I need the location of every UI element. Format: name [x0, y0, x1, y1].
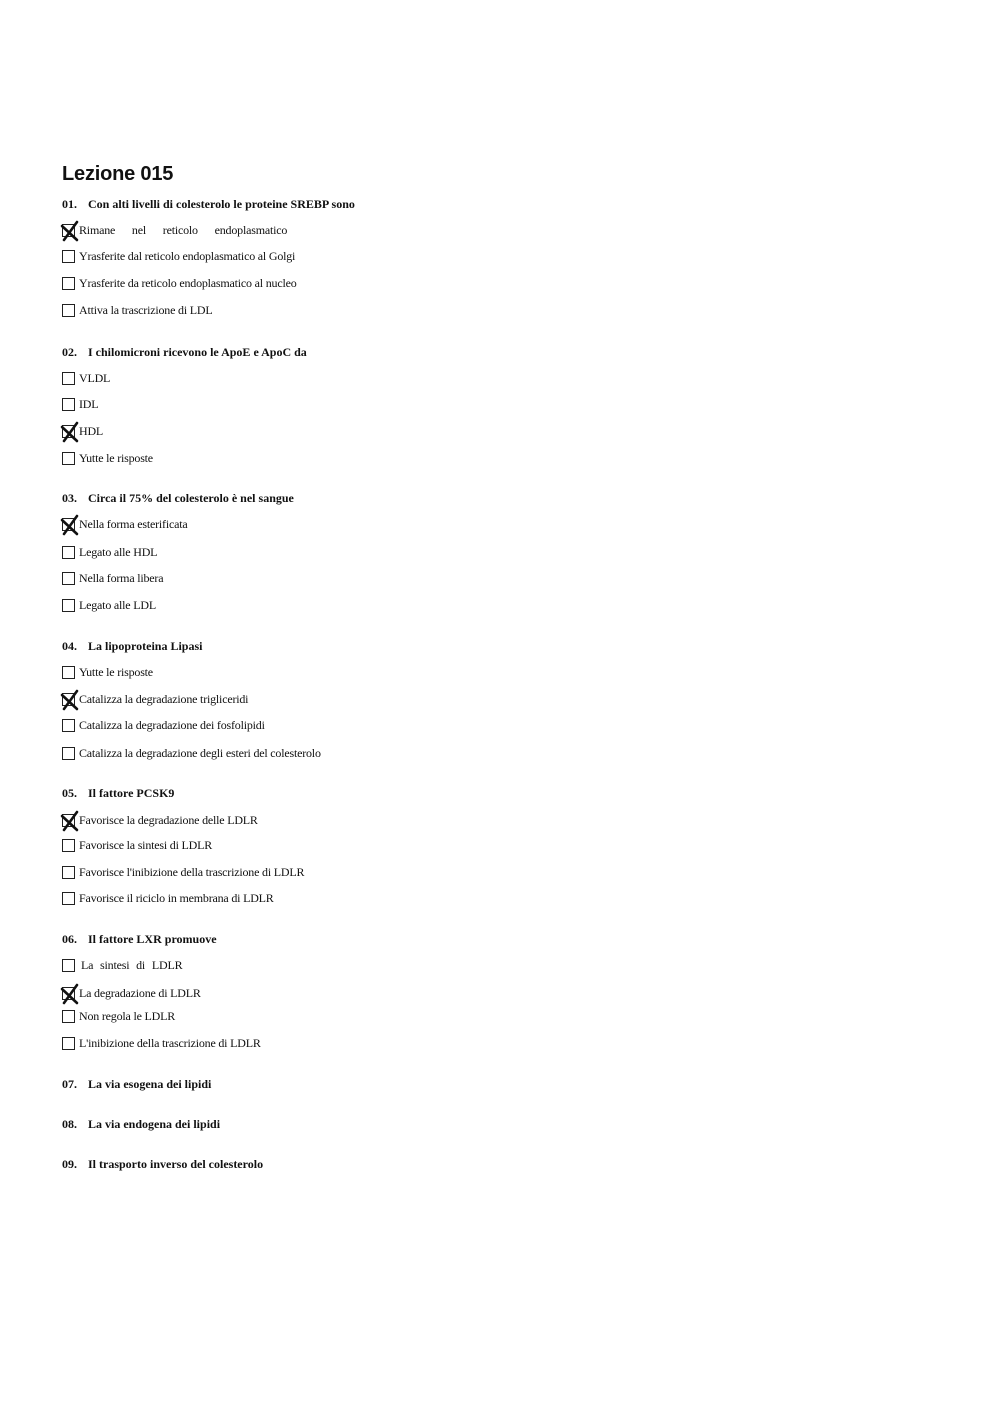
question-text: Con alti livelli di colesterolo le proteine SREBP sono: [88, 197, 355, 211]
option-q02-4[interactable]: [62, 449, 153, 467]
checkbox-checked[interactable]: [62, 425, 75, 438]
option-q01-2[interactable]: [62, 247, 295, 265]
question-number: 01.: [62, 197, 77, 211]
option-q04-2[interactable]: [62, 690, 248, 708]
option-q01-4[interactable]: [62, 301, 212, 319]
cross-mark-icon: [60, 811, 80, 831]
option-label: Legato alle HDL: [79, 544, 158, 559]
checkbox-checked[interactable]: [62, 693, 75, 706]
cross-mark-icon: [60, 889, 80, 909]
option-q03-4[interactable]: [62, 596, 156, 614]
option-label: Rimane nel reticolo endoplasmatico: [79, 222, 288, 237]
checkbox[interactable]: [62, 398, 75, 411]
checkbox-checked[interactable]: [62, 518, 75, 531]
option-q03-3[interactable]: [62, 569, 163, 587]
cross-mark-icon: [60, 863, 80, 883]
option-q03-1[interactable]: [62, 515, 187, 533]
question-number: 09.: [62, 1157, 77, 1171]
cross-mark-icon: [60, 422, 80, 442]
checkbox[interactable]: [62, 1010, 75, 1023]
question-text: La via esogena dei lipidi: [88, 1077, 212, 1091]
cross-mark-icon: [60, 247, 80, 267]
checkbox[interactable]: [62, 277, 75, 290]
checkbox[interactable]: [62, 866, 75, 879]
option-label: Favorisce il riciclo in membrana di LDLR: [79, 890, 274, 905]
checkbox[interactable]: [62, 892, 75, 905]
question-number: 07.: [62, 1077, 77, 1091]
cross-mark-icon: [60, 716, 80, 736]
page-title: Lezione 015: [62, 163, 174, 185]
option-label: Favorisce l'inibizione della trascrizione di LDLR: [79, 864, 305, 879]
cross-mark-icon: [60, 1034, 80, 1054]
option-label: Favorisce la sintesi di LDLR: [79, 837, 213, 852]
cross-mark-icon: [60, 543, 80, 563]
question-number: 08.: [62, 1117, 77, 1131]
option-label: Nella forma libera: [79, 570, 164, 585]
option-q05-3[interactable]: [62, 863, 304, 881]
checkbox-checked[interactable]: [62, 987, 75, 1000]
option-q01-1[interactable]: [62, 221, 287, 239]
option-q05-2[interactable]: [62, 836, 212, 854]
question-text: Il fattore PCSK9: [88, 786, 175, 800]
option-q06-3[interactable]: [62, 1007, 175, 1025]
option-label: Nella forma esterificata: [79, 516, 188, 531]
question-number: 04.: [62, 639, 77, 653]
option-label: VLDL: [79, 370, 111, 385]
option-label: Non regola le LDLR: [79, 1008, 176, 1023]
checkbox[interactable]: [62, 452, 75, 465]
option-q06-2[interactable]: [62, 984, 201, 1002]
checkbox[interactable]: [62, 372, 75, 385]
question-number: 03.: [62, 491, 77, 505]
option-q04-1[interactable]: [62, 663, 153, 681]
question-05: [62, 785, 174, 801]
question-text: La via endogena dei lipidi: [88, 1117, 221, 1131]
cross-mark-icon: [60, 395, 80, 415]
question-04: [62, 638, 202, 654]
option-q05-1[interactable]: [62, 811, 258, 829]
cross-mark-icon: [60, 515, 80, 535]
question-text: Il trasporto inverso del colesterolo: [88, 1157, 264, 1171]
option-label: Yrasferite dal reticolo endoplasmatico al Golgi: [79, 248, 296, 263]
question-07: [62, 1076, 211, 1092]
question-text: Il fattore LXR promuove: [88, 932, 217, 946]
option-label: IDL: [79, 396, 99, 411]
checkbox[interactable]: [62, 546, 75, 559]
cross-mark-icon: [60, 956, 80, 976]
option-label: Yutte le risposte: [79, 664, 153, 679]
question-text: La lipoproteina Lipasi: [88, 639, 203, 653]
option-label: Favorisce la degradazione delle LDLR: [79, 812, 258, 827]
question-09: [62, 1156, 263, 1172]
cross-mark-icon: [60, 744, 80, 764]
option-q04-3[interactable]: [62, 716, 265, 734]
question-text: I chilomicroni ricevono le ApoE e ApoC da: [88, 345, 307, 359]
option-q06-4[interactable]: [62, 1034, 261, 1052]
cross-mark-icon: [60, 663, 80, 683]
option-label: Legato alle LDL: [79, 597, 156, 612]
cross-mark-icon: [60, 1007, 80, 1027]
cross-mark-icon: [60, 369, 80, 389]
option-q01-3[interactable]: [62, 274, 297, 292]
option-label: Attiva la trascrizione di LDL: [79, 302, 213, 317]
option-q02-2[interactable]: [62, 395, 98, 413]
option-q06-1[interactable]: [62, 956, 182, 974]
option-label: Catalizza la degradazione dei fosfolipidi: [79, 717, 265, 732]
question-number: 02.: [62, 345, 77, 359]
question-01: [62, 196, 355, 212]
checkbox[interactable]: [62, 599, 75, 612]
checkbox[interactable]: [62, 250, 75, 263]
option-q04-4[interactable]: [62, 744, 321, 762]
option-q05-4[interactable]: [62, 889, 274, 907]
checkbox[interactable]: [62, 304, 75, 317]
option-q03-2[interactable]: [62, 543, 157, 561]
cross-mark-icon: [60, 984, 80, 1004]
option-label: Catalizza la degradazione trigliceridi: [79, 691, 249, 706]
cross-mark-icon: [60, 274, 80, 294]
option-label: La degradazione di LDLR: [79, 985, 201, 1000]
option-q02-3[interactable]: [62, 422, 103, 440]
checkbox-checked[interactable]: [62, 224, 75, 237]
option-q02-1[interactable]: [62, 369, 110, 387]
option-label: Catalizza la degradazione degli esteri del colesterolo: [79, 745, 321, 760]
question-03: [62, 490, 294, 506]
checkbox[interactable]: [62, 1037, 75, 1050]
checkbox[interactable]: [62, 959, 75, 972]
cross-mark-icon: [60, 690, 80, 710]
cross-mark-icon: [60, 596, 80, 616]
option-label: Yutte le risposte: [79, 450, 153, 465]
cross-mark-icon: [60, 569, 80, 589]
cross-mark-icon: [60, 449, 80, 469]
option-label: L'inibizione della trascrizione di LDLR: [79, 1035, 261, 1050]
checkbox[interactable]: [62, 719, 75, 732]
cross-mark-icon: [60, 221, 80, 241]
checkbox[interactable]: [62, 572, 75, 585]
cross-mark-icon: [60, 301, 80, 321]
checkbox[interactable]: [62, 839, 75, 852]
question-text: Circa il 75% del colesterolo è nel sangue: [88, 491, 294, 505]
checkbox[interactable]: [62, 666, 75, 679]
question-06: [62, 931, 217, 947]
option-label: La sintesi di LDLR: [81, 957, 183, 972]
checkbox[interactable]: [62, 747, 75, 760]
option-label: Yrasferite da reticolo endoplasmatico al nucleo: [79, 275, 297, 290]
question-number: 06.: [62, 932, 77, 946]
option-label: HDL: [79, 423, 104, 438]
question-02: [62, 344, 307, 360]
question-number: 05.: [62, 786, 77, 800]
checkbox-checked[interactable]: [62, 814, 75, 827]
cross-mark-icon: [60, 836, 80, 856]
question-08: [62, 1116, 220, 1132]
